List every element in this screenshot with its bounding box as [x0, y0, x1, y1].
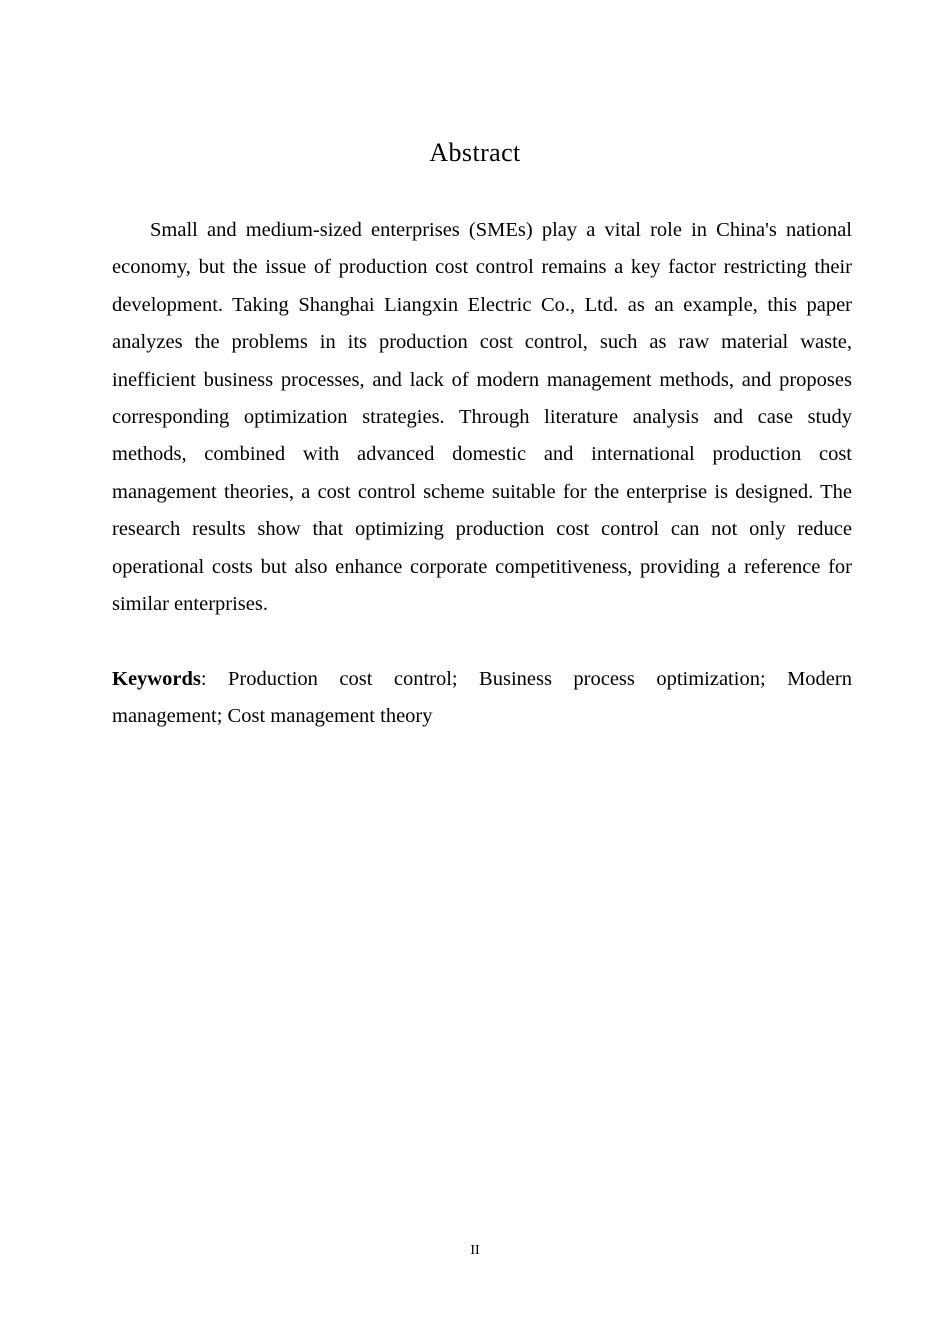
abstract-body-paragraph: Small and medium-sized enterprises (SMEs) play a vital role in China's national economy, but the issue of production cost control remains a key factor restricting their development. Taking Shanghai Liangxin Electric Co., Ltd. as an example, this paper analyzes the problems in its production cost control, such as raw material waste, inefficient business processes, and lack of modern management methods, and proposes corresponding optimization strategies. Through literature analysis and case study methods, combined with advanced domestic and international production cost management theories, a cost control scheme suitable for the enterprise is designed. The research results show that optimizing production cost control can not only reduce operational costs but also enhance corporate competitiveness, providing a reference for similar enterprises.: [112, 219, 852, 616]
keywords-list: Production cost control; Business process optimization; Modern management; Cost management theory: [112, 667, 852, 728]
keywords-separator: :: [200, 667, 228, 690]
keywords-paragraph: [112, 661, 852, 736]
page-title: Abstract: [429, 138, 521, 168]
abstract-content: [112, 212, 852, 736]
keywords-label: Keywords: [112, 667, 201, 690]
page-number-footer: II: [470, 1243, 480, 1258]
